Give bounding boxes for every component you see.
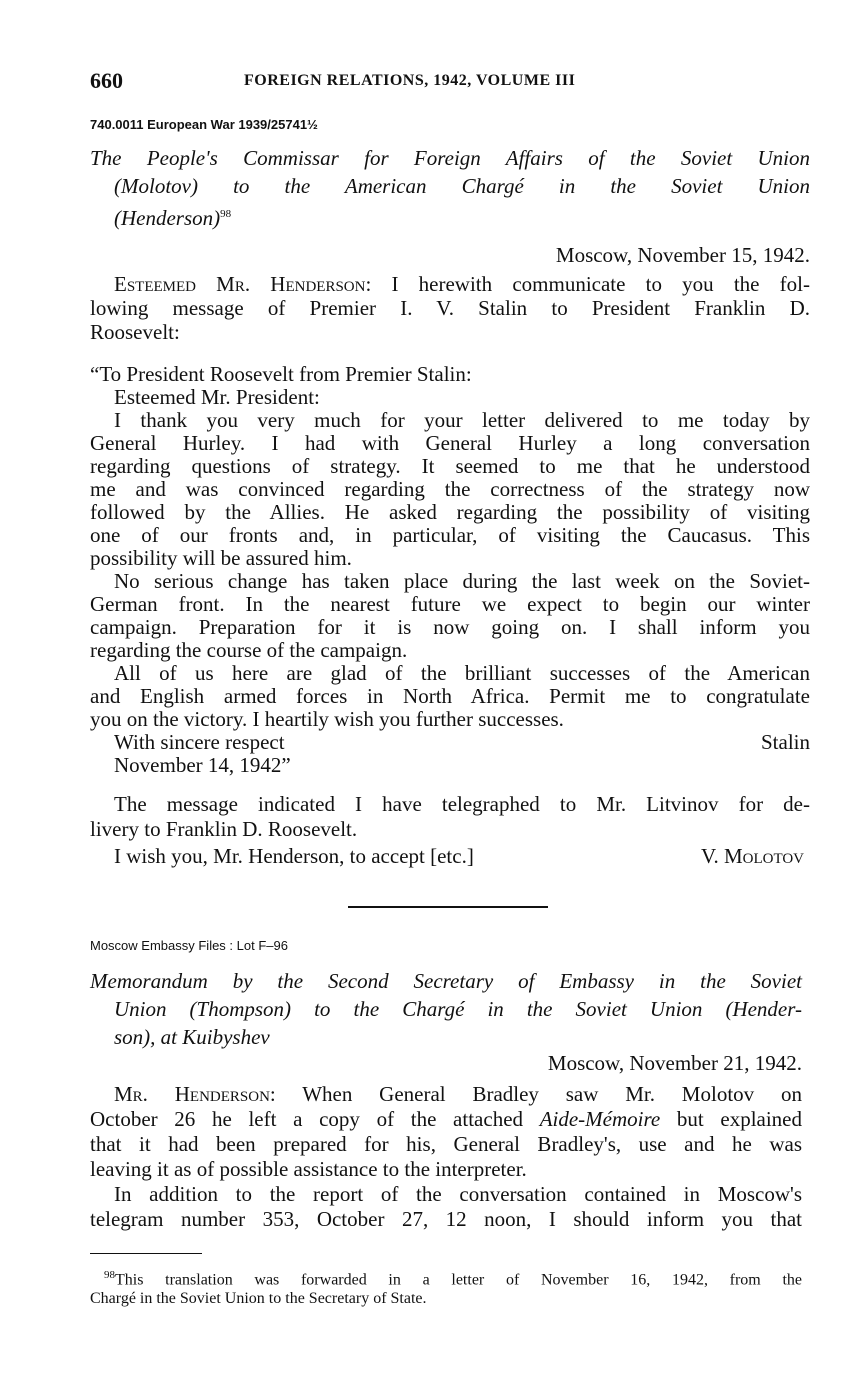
dateline: Moscow, November 15, 1942.: [555, 243, 810, 267]
body-line: In addition to the report of the conversation contained in Moscow's: [114, 1182, 802, 1206]
message-line: “To President Roosevelt from Premier Stalin:: [90, 362, 472, 386]
intro-line: lowing message of Premier I. V. Stalin to President Franklin D.: [90, 296, 810, 320]
file-reference: 740.0011 European War 1939/25741½: [90, 117, 318, 132]
message-line: and English armed forces in North Africa. Permit me to congratulate: [90, 684, 810, 708]
message-line: I thank you very much for your letter delivered to me today by: [114, 408, 810, 432]
closing-signature: Stalin: [760, 730, 810, 754]
footnote-line: This translation was forwarded in a letter of November 16, 1942, from the: [115, 1271, 802, 1289]
document-heading: [90, 144, 810, 232]
message-line: regarding questions of strategy. It seemed to me that he understood: [90, 454, 810, 478]
heading-line: The People's Commissar for Foreign Affairs of the Soviet Union: [90, 146, 810, 170]
body-line: leaving it as of possible assistance to the interpreter.: [90, 1157, 527, 1181]
message-line: All of us here are glad of the brilliant successes of the American: [114, 661, 810, 685]
intro-line: : I herewith communicate to you the fol-: [365, 272, 810, 296]
message-line: followed by the Allies. He asked regarding the possibility of visiting: [90, 500, 810, 524]
salutation: Mr. Henderson: [114, 1082, 270, 1106]
stalin-message: [90, 363, 810, 777]
heading-line: son), at Kuibyshev: [114, 1025, 270, 1049]
heading-line: (Molotov) to the American Chargé in the Soviet Union: [114, 174, 810, 198]
heading-line: Memorandum by the Second Secretary of Embassy in the Soviet: [90, 969, 802, 993]
salutation: Esteemed Mr. Henderson: [114, 272, 366, 296]
footnote-marker: 98: [220, 208, 232, 220]
section-divider: [348, 906, 548, 908]
intro-line: Roosevelt:: [90, 320, 180, 344]
message-line: one of our fronts and, in particular, of visiting the Caucasus. This: [90, 523, 810, 547]
message-line: possibility will be assured him.: [90, 546, 352, 570]
page-number: 660: [90, 68, 123, 93]
footnote-line: Chargé in the Soviet Union to the Secretary of State.: [90, 1290, 427, 1308]
closing-paragraph: [90, 792, 810, 869]
body-line: October 26 he left a copy of the attached: [90, 1107, 540, 1131]
body-line: : When General Bradley saw Mr. Molotov on: [269, 1082, 802, 1106]
body-line: that it had been prepared for his, General Bradley's, use and he was: [90, 1132, 802, 1156]
body-line: I wish you, Mr. Henderson, to accept [etc.]: [114, 844, 474, 868]
footnote-rule: [90, 1253, 202, 1254]
message-line: No serious change has taken place during the last week on the Soviet-: [114, 569, 810, 593]
document-heading: [90, 967, 802, 1051]
message-line: you on the victory. I heartily wish you further successes.: [90, 707, 564, 731]
closing: With sincere respect: [114, 730, 285, 754]
heading-line: (Henderson): [114, 206, 221, 230]
file-reference: Moscow Embassy Files : Lot F–96: [90, 938, 288, 953]
message-line: General Hurley. I had with General Hurley a long conversation: [90, 431, 810, 455]
message-line: campaign. Preparation for it is now going on. I shall inform you: [90, 615, 810, 639]
aide-memoire-title: Aide-Mémoire: [539, 1107, 661, 1131]
signature: V. Molotov: [700, 844, 804, 868]
running-title: FOREIGN RELATIONS, 1942, VOLUME III: [244, 72, 576, 89]
heading-line: Union (Thompson) to the Chargé in the Soviet Union (Hender-: [114, 997, 802, 1021]
footnote-marker: 98: [104, 1269, 115, 1281]
intro-paragraph: [90, 272, 810, 344]
message-line: German front. In the nearest future we expect to begin our winter: [90, 592, 810, 616]
footnote: [90, 1266, 802, 1308]
body-line: but explained: [660, 1107, 803, 1131]
memo-body: [90, 1082, 802, 1232]
message-line: me and was convinced regarding the correctness of the strategy now: [90, 477, 810, 501]
message-line: Esteemed Mr. President:: [114, 385, 320, 409]
running-head: [90, 68, 576, 94]
dateline: Moscow, November 21, 1942.: [547, 1051, 802, 1075]
body-line: livery to Franklin D. Roosevelt.: [90, 817, 358, 841]
body-line: The message indicated I have telegraphed to Mr. Litvinov for de-: [114, 792, 810, 816]
body-line: telegram number 353, October 27, 12 noon, I should inform you that: [90, 1207, 802, 1231]
message-line: regarding the course of the campaign.: [90, 638, 408, 662]
message-date: November 14, 1942”: [114, 753, 291, 777]
